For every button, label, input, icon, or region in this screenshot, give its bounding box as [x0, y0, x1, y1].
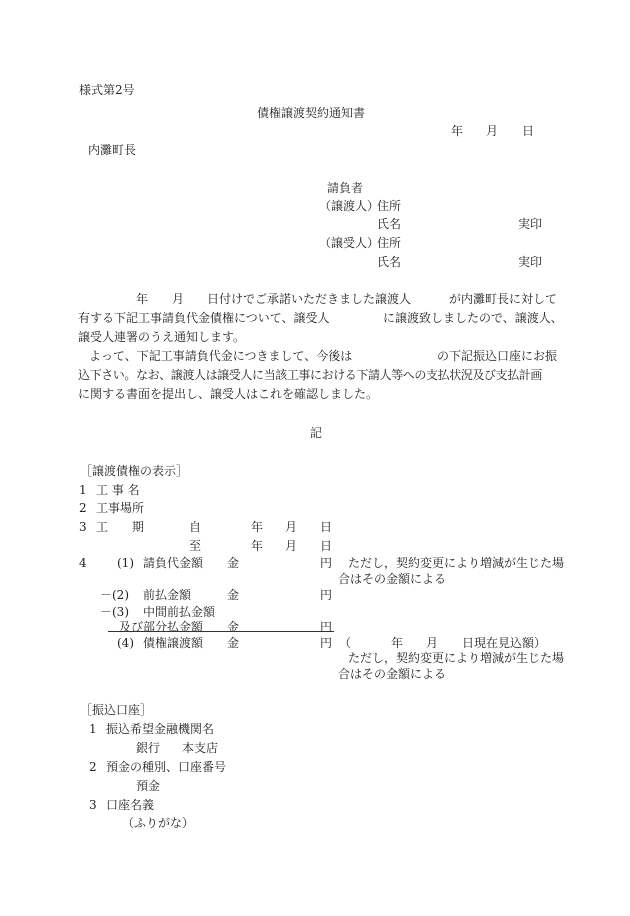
claim-row1-label: 請負代金額 — [143, 556, 204, 570]
assignee-label: （譲受人） — [319, 236, 380, 250]
claim-item4-num: 4 — [79, 556, 87, 570]
bank-name-suffix: 銀行 — [136, 741, 161, 755]
subtotal-rule — [108, 631, 334, 632]
claim-row1-yen: 円 — [320, 556, 333, 570]
claim-row5-note-line2: 合はその金額による — [338, 667, 447, 681]
claim-row4-label: 及び部分払金額 — [119, 620, 204, 634]
claim-item3-to: 至 — [189, 539, 202, 553]
claim-row1-prefix: (1) — [117, 556, 134, 570]
claim-row4-yen: 円 — [320, 620, 333, 634]
bank-item3-label: 口座名義 — [106, 798, 155, 812]
claim-item2-num: 2 — [79, 501, 87, 515]
body-p2-line1-b: の下記振込口座にお振 — [437, 349, 558, 363]
claim-row5-note-line1: ただし，契約変更により増減が生じた場 — [348, 651, 565, 665]
claim-row5-yen: 円 — [320, 636, 333, 650]
claim-item3-to-year: 年 — [251, 539, 264, 553]
claim-row3-label: 中間前払金額 — [143, 605, 216, 619]
ki-heading: 記 — [310, 426, 323, 440]
body-p2-line3: に関する書面を提出し、譲受人はこれを確認しました。 — [78, 387, 379, 401]
claim-item3-label: 工 期 — [96, 520, 145, 534]
claim-row5-year: 年 — [391, 636, 404, 650]
claim-row1-kin: 金 — [227, 556, 240, 570]
assignee-name-label: 氏名 — [377, 255, 402, 269]
body-p1-line1-a: 日付けでご承諾いただきました譲渡人 — [207, 292, 412, 306]
body-p1-line2-b: に譲渡致しましたので、譲渡人、 — [383, 311, 563, 325]
bank-item2-num: 2 — [89, 760, 97, 774]
bank-item1-num: 1 — [89, 722, 97, 736]
claim-item3-to-month: 月 — [285, 539, 298, 553]
deposit-suffix: 預金 — [136, 779, 161, 793]
addressee: 内灘町長 — [88, 143, 137, 157]
claim-item1-label: 工 事 名 — [96, 483, 140, 497]
claim-item3-from-month: 月 — [285, 520, 298, 534]
assignor-name-label: 氏名 — [377, 217, 402, 231]
assignor-address-label: 住所 — [377, 199, 402, 213]
assignor-seal-label: 実印 — [518, 217, 543, 231]
body-p1-line3: 譲受人連署のうえ通知します。 — [78, 330, 246, 344]
claim-row2-prefix: －(2) — [100, 588, 129, 602]
claim-item3-from: 自 — [189, 520, 202, 534]
claim-row1-note-line1: ただし，契約変更により増減が生じた場 — [348, 556, 565, 570]
body-p1-month: 月 — [172, 292, 185, 306]
furigana-label: （ふりがな） — [122, 816, 195, 830]
claim-item3-from-day: 日 — [320, 520, 333, 534]
claim-row5-note-tail: 日現在見込額） — [462, 636, 547, 650]
claim-item2-label: 工事場所 — [96, 501, 145, 515]
claim-row1-note-line2: 合はその金額による — [338, 572, 447, 586]
claim-row5-paren: （ — [339, 636, 352, 650]
form-number: 様式第2号 — [79, 83, 135, 97]
claim-item3-to-day: 日 — [320, 539, 333, 553]
bank-item1-label: 振込希望金融機関名 — [106, 722, 215, 736]
branch-suffix: 本支店 — [182, 741, 219, 755]
body-p2-line2: 込下さい。なお、譲渡人は譲受人に当該工事における下請人等への支払状況及び支払計画 — [78, 368, 543, 382]
assignee-address-label: 住所 — [377, 236, 402, 250]
body-p1-line1-b: が内灘町長に対して — [449, 292, 558, 306]
claim-row5-month: 月 — [426, 636, 439, 650]
claim-item3-num: 3 — [79, 520, 87, 534]
claim-row5-label: 債権譲渡額 — [143, 636, 204, 650]
claim-row4-kin: 金 — [227, 620, 240, 634]
bank-item2-label: 預金の種別、口座番号 — [106, 760, 227, 774]
bank-section-heading: ［振込口座］ — [80, 703, 153, 717]
claim-item1-num: 1 — [79, 483, 87, 497]
date-day: 日 — [522, 124, 535, 138]
claim-section-heading: ［譲渡債権の表示］ — [80, 464, 189, 478]
assignor-label: （譲渡人） — [319, 199, 380, 213]
date-month: 月 — [486, 124, 499, 138]
claim-row3-prefix: －(3) — [100, 605, 129, 619]
claim-item3-from-year: 年 — [251, 520, 264, 534]
body-p1-year: 年 — [136, 292, 149, 306]
bank-item3-num: 3 — [89, 798, 97, 812]
claim-row5-prefix: (4) — [117, 636, 134, 650]
body-p2-line1-a: よって、下記工事請負代金につきまして、今後は — [89, 349, 353, 363]
claim-row5-kin: 金 — [227, 636, 240, 650]
date-year: 年 — [451, 124, 464, 138]
body-p1-line2-a: 有する下記工事請負代金債権について、譲受人 — [78, 311, 330, 325]
claim-row2-label: 前払金額 — [143, 588, 192, 602]
claim-row2-yen: 円 — [320, 588, 333, 602]
contractor-label: 請負者 — [327, 181, 364, 195]
document-title: 債権譲渡契約通知書 — [257, 106, 366, 120]
assignee-seal-label: 実印 — [518, 255, 543, 269]
claim-row2-kin: 金 — [227, 588, 240, 602]
